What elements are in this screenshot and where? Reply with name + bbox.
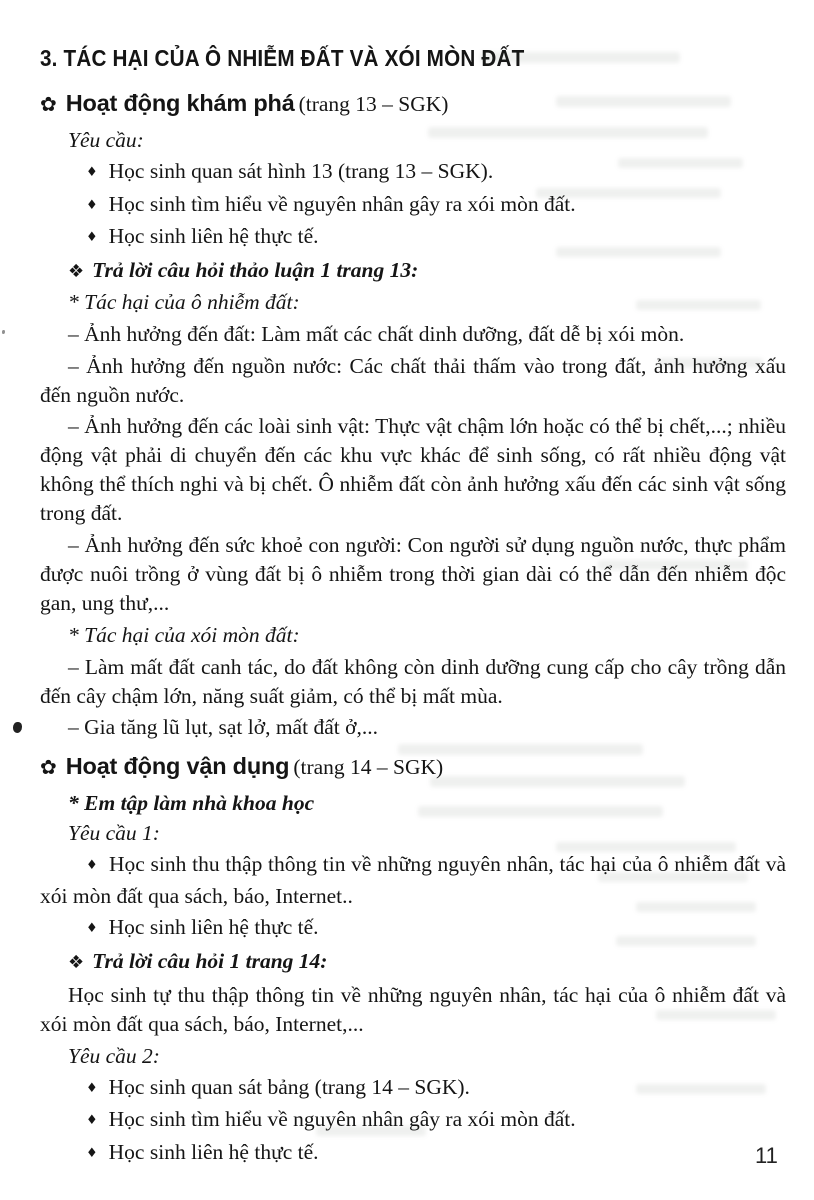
diamond-bullet-icon: ♦ xyxy=(86,230,98,245)
section-title: Hoạt động vận dụng xyxy=(65,753,290,779)
answer-heading xyxy=(40,255,786,287)
page-title: 3. TÁC HẠI CỦA Ô NHIỄM ĐẤT VÀ XÓI MÒN ĐẤT xyxy=(40,45,525,71)
florette-icon: ✿ xyxy=(40,755,57,779)
answer-heading xyxy=(40,946,786,978)
bullet-item xyxy=(40,1072,786,1104)
paragraph: – Ảnh hưởng đến nguồn nước: Các chất thải thấm vào trong đất, ảnh hưởng xấu đến nguồn nước. xyxy=(40,353,786,407)
bullet-item xyxy=(40,1137,786,1169)
bullet-text: Học sinh liên hệ thực tế. xyxy=(108,224,319,248)
subheading-pollution: * Tác hại của ô nhiễm đất: xyxy=(68,290,300,314)
bullet-text: Học sinh quan sát bảng (trang 14 – SGK). xyxy=(108,1074,470,1099)
section-subtitle: * Em tập làm nhà khoa học xyxy=(68,791,315,815)
diamond-bullet-icon: ♦ xyxy=(86,1145,98,1161)
section-page-ref: (trang 14 – SGK) xyxy=(293,755,444,779)
answer-heading-text: Trả lời câu hỏi 1 trang 14: xyxy=(92,949,328,973)
section-page-ref: (trang 13 – SGK) xyxy=(298,92,449,116)
paragraph: – Ảnh hưởng đến đất: Làm mất các chất dinh dưỡng, đất dễ bị xói mòn. xyxy=(68,322,685,346)
paragraph: – Ảnh hưởng đến sức khoẻ con người: Con người sử dụng nguồn nước, thực phẩm được nuôi trồng ở vùng đất bị ô nhiễm trong thời gian dài có thể dẫn đến nhiễm độc gan, ung thư,... xyxy=(40,532,786,615)
bullet-item xyxy=(40,1104,786,1136)
florette-icon: ✿ xyxy=(40,92,57,116)
bullet-text: Học sinh quan sát hình 13 (trang 13 – SGK). xyxy=(108,159,494,183)
diamond-bullet-icon: ♦ xyxy=(86,1080,98,1096)
bullet-text: Học sinh liên hệ thực tế. xyxy=(108,915,319,939)
subheading-erosion: * Tác hại của xói mòn đất: xyxy=(68,622,300,647)
diamond-bullet-icon: ♦ xyxy=(86,165,98,180)
diamond-bullet-icon: ♦ xyxy=(86,1113,98,1128)
bullet-item xyxy=(40,849,786,912)
diamond-bullet-icon: ♦ xyxy=(86,197,98,213)
quad-diamond-icon: ❖ xyxy=(68,952,85,973)
paragraph: – Làm mất đất canh tác, do đất không còn dinh dưỡng cung cấp cho cây trồng dẫn đến cây chậm lớn, năng suất giảm, có thể bị mất mùa. xyxy=(40,654,786,708)
diamond-bullet-icon: ♦ xyxy=(86,857,99,873)
bullet-text: Học sinh tìm hiểu về nguyên nhân gây ra xói mòn đất. xyxy=(108,1107,576,1131)
section-heading-kham-pha xyxy=(40,88,786,122)
paragraph: – Gia tăng lũ lụt, sạt lở, mất đất ở,... xyxy=(68,715,378,739)
quad-diamond-icon: ❖ xyxy=(68,261,85,282)
page-number: 11 xyxy=(755,1143,778,1168)
bullet-text: Học sinh tìm hiểu về nguyên nhân gây ra xói mòn đất. xyxy=(108,191,576,216)
bullet-text: Học sinh liên hệ thực tế. xyxy=(108,1139,319,1164)
paragraph: – Ảnh hưởng đến các loài sinh vật: Thực vật chậm lớn hoặc có thể bị chết,...; nhiều động vật phải di chuyển đến các khu vực khác để sinh sống, có rất nhiều động vật không thể thích nghi và bị chết. Ô nhiễm đất còn ảnh hưởng xấu đến các sinh vật sống trong đất. xyxy=(40,414,786,525)
requirement-label: Yêu cầu: xyxy=(68,128,144,152)
bullet-item xyxy=(40,221,786,253)
bullet-item xyxy=(40,189,786,221)
answer-heading-text: Trả lời câu hỏi thảo luận 1 trang 13: xyxy=(92,258,419,282)
requirement-label: Yêu cầu 2: xyxy=(68,1043,160,1068)
section-heading-van-dung xyxy=(40,751,786,785)
bullet-text: Học sinh thu thập thông tin về những nguyên nhân, tác hại của ô nhiễm đất và xói mòn đất qua sách, báo, Internet.. xyxy=(40,851,787,908)
bullet-item xyxy=(40,912,786,944)
answer-paragraph: Học sinh tự thu thập thông tin về những nguyên nhân, tác hại của ô nhiễm đất và xói mòn đất qua sách, báo, Internet,... xyxy=(40,982,786,1036)
requirement-label: Yêu cầu 1: xyxy=(68,820,160,845)
section-title: Hoạt động khám phá xyxy=(65,90,295,116)
bullet-item xyxy=(40,156,786,188)
diamond-bullet-icon: ♦ xyxy=(86,921,98,936)
